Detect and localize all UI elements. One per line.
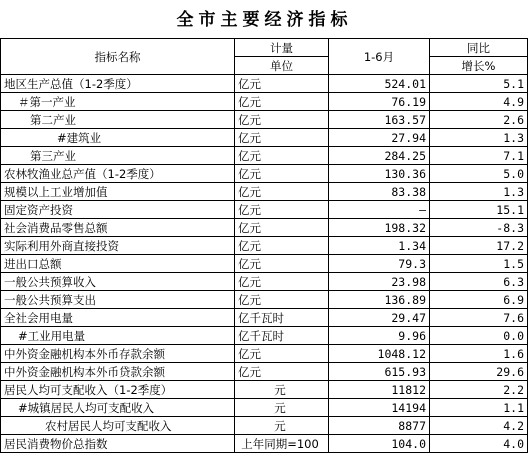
row-name: #建筑业 <box>1 129 235 147</box>
header-unit-line2: 单位 <box>235 57 329 75</box>
table-row <box>1 399 528 417</box>
table-row <box>1 273 528 291</box>
row-unit: 亿元 <box>235 291 329 309</box>
row-name: 第三产业 <box>1 147 235 165</box>
row-name: 农林牧渔业总产值（1-2季度） <box>1 165 235 183</box>
row-growth: 6.3 <box>430 273 528 291</box>
row-unit: 元 <box>235 399 329 417</box>
header-indicator-name: 指标名称 <box>1 39 235 75</box>
table-row <box>1 93 528 111</box>
row-value: 104.0 <box>329 435 430 453</box>
row-name: 一般公共预算支出 <box>1 291 235 309</box>
row-name: 居民消费物价总指数 <box>1 435 235 453</box>
row-value: 524.01 <box>329 75 430 93</box>
row-value: 1.34 <box>329 237 430 255</box>
row-value: 76.19 <box>329 93 430 111</box>
row-name: 居民人均可支配收入（1-2季度） <box>1 381 235 399</box>
table-row <box>1 345 528 363</box>
row-name: 全社会用电量 <box>1 309 235 327</box>
row-growth: -8.3 <box>430 219 528 237</box>
header-unit-line1: 计量 <box>235 39 329 57</box>
row-unit: 元 <box>235 381 329 399</box>
row-value: 14194 <box>329 399 430 417</box>
row-value: 198.32 <box>329 219 430 237</box>
row-unit: 亿元 <box>235 129 329 147</box>
table-row <box>1 147 528 165</box>
row-unit: 亿元 <box>235 147 329 165</box>
row-name: 一般公共预算收入 <box>1 273 235 291</box>
table-row <box>1 417 528 435</box>
row-unit: 亿元 <box>235 111 329 129</box>
row-growth: 7.1 <box>430 147 528 165</box>
table-title: 全市主要经济指标 <box>176 10 353 30</box>
row-value: 615.93 <box>329 363 430 381</box>
row-unit: 亿元 <box>235 345 329 363</box>
row-name: 地区生产总值（1-2季度） <box>1 75 235 93</box>
header-growth-line1: 同比 <box>430 39 528 57</box>
row-value: 11812 <box>329 381 430 399</box>
row-unit: 亿元 <box>235 273 329 291</box>
row-name: 固定资产投资 <box>1 201 235 219</box>
row-growth: 4.0 <box>430 435 528 453</box>
header-growth-line2: 增长% <box>430 57 528 75</box>
row-growth: 1.5 <box>430 255 528 273</box>
row-growth: 6.9 <box>430 291 528 309</box>
row-name: 实际利用外商直接投资 <box>1 237 235 255</box>
header-row-1 <box>1 39 528 57</box>
row-growth: 1.3 <box>430 183 528 201</box>
row-unit: 亿千瓦时 <box>235 309 329 327</box>
row-growth: 1.6 <box>430 345 528 363</box>
row-value: 136.89 <box>329 291 430 309</box>
row-name: 农村居民人均可支配收入 <box>1 417 235 435</box>
row-unit: 亿元 <box>235 201 329 219</box>
row-value: 23.98 <box>329 273 430 291</box>
row-value: 1048.12 <box>329 345 430 363</box>
row-growth: 5.0 <box>430 165 528 183</box>
row-value: 130.36 <box>329 165 430 183</box>
table-row <box>1 219 528 237</box>
row-growth: 29.6 <box>430 363 528 381</box>
row-name: ＃第一产业 <box>1 93 235 111</box>
row-unit: 亿元 <box>235 219 329 237</box>
row-growth: 1.3 <box>430 129 528 147</box>
table-row <box>1 237 528 255</box>
row-value: 284.25 <box>329 147 430 165</box>
row-growth: 5.1 <box>430 75 528 93</box>
row-value: 27.94 <box>329 129 430 147</box>
table-row <box>1 165 528 183</box>
row-unit: 亿元 <box>235 363 329 381</box>
row-growth: 4.2 <box>430 417 528 435</box>
row-growth: 15.1 <box>430 201 528 219</box>
row-name: 规模以上工业增加值 <box>1 183 235 201</box>
header-period: 1-6月 <box>329 39 430 75</box>
row-unit: 亿元 <box>235 93 329 111</box>
table-row <box>1 309 528 327</box>
row-unit: 亿元 <box>235 255 329 273</box>
row-growth: 4.9 <box>430 93 528 111</box>
row-unit: 亿元 <box>235 183 329 201</box>
row-name: 中外资金融机构本外币贷款余额 <box>1 363 235 381</box>
row-unit: 亿千瓦时 <box>235 327 329 345</box>
table-row <box>1 255 528 273</box>
table-row <box>1 381 528 399</box>
table-row <box>1 111 528 129</box>
row-name: 进出口总额 <box>1 255 235 273</box>
table-row <box>1 201 528 219</box>
row-value: 163.57 <box>329 111 430 129</box>
row-unit: 亿元 <box>235 237 329 255</box>
row-unit: 上年同期=100 <box>235 435 329 453</box>
table-row <box>1 363 528 381</box>
row-name: 第二产业 <box>1 111 235 129</box>
row-growth: 2.2 <box>430 381 528 399</box>
row-unit: 元 <box>235 417 329 435</box>
indicator-table <box>0 38 528 453</box>
row-name: #城镇居民人均可支配收入 <box>1 399 235 417</box>
table-row <box>1 435 528 453</box>
table-row <box>1 75 528 93</box>
row-name: #工业用电量 <box>1 327 235 345</box>
table-row <box>1 291 528 309</box>
row-value: 79.3 <box>329 255 430 273</box>
row-growth: 7.6 <box>430 309 528 327</box>
table-row <box>1 327 528 345</box>
row-value: 29.47 <box>329 309 430 327</box>
table-row <box>1 183 528 201</box>
table-row <box>1 129 528 147</box>
row-value: 9.96 <box>329 327 430 345</box>
row-unit: 亿元 <box>235 165 329 183</box>
row-value: — <box>329 201 430 219</box>
row-growth: 1.1 <box>430 399 528 417</box>
row-name: 社会消费品零售总额 <box>1 219 235 237</box>
row-growth: 17.2 <box>430 237 528 255</box>
row-value: 83.38 <box>329 183 430 201</box>
row-name: 中外资金融机构本外币存款余额 <box>1 345 235 363</box>
row-unit: 亿元 <box>235 75 329 93</box>
row-growth: 0.0 <box>430 327 528 345</box>
row-value: 8877 <box>329 417 430 435</box>
row-growth: 2.6 <box>430 111 528 129</box>
